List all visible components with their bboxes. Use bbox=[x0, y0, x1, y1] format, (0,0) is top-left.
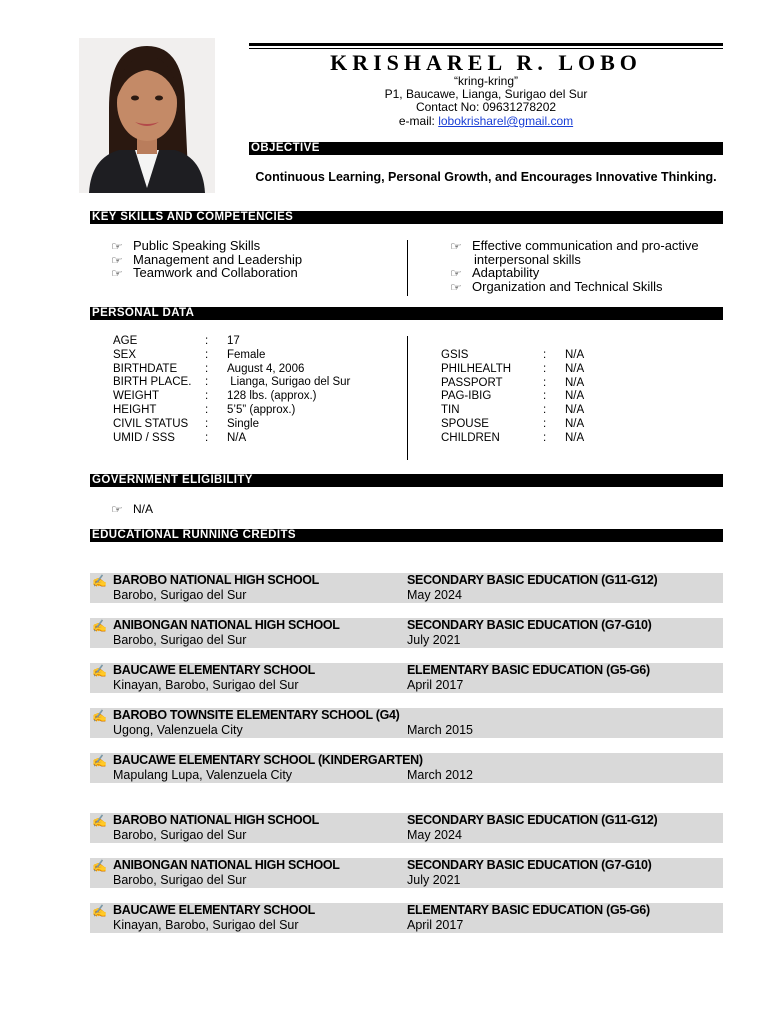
field-label: SPOUSE bbox=[441, 417, 489, 430]
eligibility-item bbox=[113, 502, 153, 517]
nickname: “kring-kring” bbox=[453, 74, 518, 88]
portrait-image bbox=[79, 38, 215, 193]
address: P1, Baucawe, Lianga, Surigao del Sur bbox=[384, 87, 588, 101]
header-rule-thin bbox=[249, 48, 723, 49]
school-location: Barobo, Surigao del Sur bbox=[113, 633, 247, 647]
school-name: BAROBO TOWNSITE ELEMENTARY SCHOOL (G4) bbox=[113, 708, 400, 722]
skills-heading: KEY SKILLS AND COMPETENCIES bbox=[90, 211, 723, 224]
education-level: SECONDARY BASIC EDUCATION (G11-G12) bbox=[407, 573, 658, 587]
graduation-date: March 2012 bbox=[407, 768, 474, 782]
field-value: August 4, 2006 bbox=[227, 362, 305, 375]
graduation-date: July 2021 bbox=[407, 873, 461, 887]
school-name: BAUCAWE ELEMENTARY SCHOOL (KINDERGARTEN) bbox=[113, 753, 423, 767]
school-location: Ugong, Valenzuela City bbox=[113, 723, 243, 737]
field-value: N/A bbox=[565, 404, 585, 417]
colon: : bbox=[543, 376, 547, 389]
education-row bbox=[90, 663, 723, 693]
education-level: ELEMENTARY BASIC EDUCATION (G5-G6) bbox=[407, 663, 650, 677]
skill-item bbox=[113, 266, 298, 281]
field-value: N/A bbox=[565, 417, 585, 430]
writing-hand-icon: ✍ bbox=[92, 859, 107, 873]
field-label: HEIGHT bbox=[113, 403, 157, 416]
colon: : bbox=[543, 362, 547, 375]
colon: : bbox=[205, 417, 209, 430]
field-label: AGE bbox=[113, 335, 138, 347]
education-level: SECONDARY BASIC EDUCATION (G7-G10) bbox=[407, 618, 652, 632]
colon: : bbox=[543, 417, 547, 430]
full-name: KRISHAREL R. LOBO bbox=[330, 50, 642, 75]
field-label: BIRTH PLACE. bbox=[113, 376, 192, 389]
school-location: Barobo, Surigao del Sur bbox=[113, 828, 247, 842]
personal-row bbox=[441, 404, 584, 418]
field-label: PAG-IBIG bbox=[441, 390, 492, 403]
graduation-date: April 2017 bbox=[407, 918, 464, 932]
colon: : bbox=[205, 390, 209, 403]
writing-hand-icon: ✍ bbox=[92, 664, 107, 678]
school-name: ANIBONGAN NATIONAL HIGH SCHOOL bbox=[113, 618, 340, 632]
profile-photo bbox=[79, 38, 215, 193]
colon: : bbox=[543, 390, 547, 403]
education-row bbox=[90, 813, 723, 843]
writing-hand-icon: ✍ bbox=[92, 904, 107, 918]
field-label: WEIGHT bbox=[113, 390, 159, 403]
field-label: SEX bbox=[113, 348, 137, 361]
personal-row bbox=[441, 418, 584, 432]
objective-heading: OBJECTIVE bbox=[249, 142, 723, 155]
field-label: UMID / SSS bbox=[113, 431, 175, 444]
pointing-hand-icon: ☞ bbox=[450, 268, 462, 280]
field-value: 128 lbs. (approx.) bbox=[227, 390, 317, 403]
skill-label: Management and Leadership bbox=[133, 252, 303, 267]
graduation-date: April 2017 bbox=[407, 678, 464, 692]
field-value: Female bbox=[227, 348, 266, 361]
personal-row bbox=[113, 390, 350, 404]
personal-row bbox=[441, 363, 584, 377]
pointing-hand-icon: ☞ bbox=[111, 268, 123, 280]
school-name: ANIBONGAN NATIONAL HIGH SCHOOL bbox=[113, 858, 340, 872]
skill-label: Teamwork and Collaboration bbox=[133, 265, 298, 280]
school-location: Kinayan, Barobo, Surigao del Sur bbox=[113, 678, 299, 692]
personal-row bbox=[113, 418, 350, 432]
colon: : bbox=[543, 404, 547, 417]
field-label: GSIS bbox=[441, 349, 469, 361]
colon: : bbox=[205, 403, 209, 416]
personal-row bbox=[441, 432, 584, 446]
education-heading: EDUCATIONAL RUNNING CREDITS bbox=[90, 529, 723, 542]
personal-row bbox=[113, 349, 350, 363]
education-level: SECONDARY BASIC EDUCATION (G7-G10) bbox=[407, 858, 652, 872]
writing-hand-icon: ✍ bbox=[92, 574, 107, 588]
pointing-hand-icon: ☞ bbox=[450, 241, 462, 253]
skill-label: Effective communication and pro-active bbox=[472, 238, 699, 253]
school-name: BAROBO NATIONAL HIGH SCHOOL bbox=[113, 813, 320, 827]
field-label: PASSPORT bbox=[441, 376, 503, 389]
colon: : bbox=[205, 431, 209, 444]
field-label: BIRTHDATE bbox=[113, 362, 178, 375]
personal-row bbox=[113, 432, 350, 446]
education-row bbox=[90, 858, 723, 888]
school-location: Barobo, Surigao del Sur bbox=[113, 588, 247, 602]
field-value: N/A bbox=[565, 431, 585, 444]
personal-row bbox=[441, 390, 584, 404]
personal-row bbox=[441, 377, 584, 391]
school-name: BAROBO NATIONAL HIGH SCHOOL bbox=[113, 573, 320, 587]
colon: : bbox=[205, 362, 209, 375]
eligibility-heading: GOVERNMENT ELIGIBILITY bbox=[90, 474, 723, 487]
graduation-date: March 2015 bbox=[407, 723, 474, 737]
field-value: N/A bbox=[565, 390, 585, 403]
objective-text: Continuous Learning, Personal Growth, and Encourages Innovative Thinking. bbox=[255, 170, 717, 184]
personal-data-right bbox=[441, 349, 584, 446]
personal-divider bbox=[407, 336, 408, 460]
field-value: N/A bbox=[565, 376, 585, 389]
email-line bbox=[249, 115, 723, 128]
field-value: N/A bbox=[565, 362, 585, 375]
skill-item bbox=[452, 280, 663, 295]
colon: : bbox=[205, 376, 209, 389]
skill-label: Public Speaking Skills bbox=[133, 238, 261, 253]
personal-row bbox=[113, 363, 350, 377]
field-value: N/A bbox=[565, 349, 585, 361]
skills-divider bbox=[407, 240, 408, 296]
pointing-hand-icon: ☞ bbox=[111, 255, 123, 267]
email-link[interactable]: lobokrisharel@gmail.com bbox=[438, 114, 574, 128]
field-value: Lianga, Surigao del Sur bbox=[227, 376, 351, 389]
education-level: SECONDARY BASIC EDUCATION (G11-G12) bbox=[407, 813, 658, 827]
personal-data-heading: PERSONAL DATA bbox=[90, 307, 723, 320]
school-name: BAUCAWE ELEMENTARY SCHOOL bbox=[113, 663, 315, 677]
field-value: N/A bbox=[227, 431, 247, 444]
education-level: ELEMENTARY BASIC EDUCATION (G5-G6) bbox=[407, 903, 650, 917]
field-value: Single bbox=[227, 417, 259, 430]
education-row bbox=[90, 618, 723, 648]
personal-row bbox=[113, 335, 350, 349]
email-label: e-mail: bbox=[398, 114, 439, 128]
graduation-date: May 2024 bbox=[407, 828, 462, 842]
header-rule-thick bbox=[249, 43, 723, 46]
personal-row bbox=[441, 349, 584, 363]
colon: : bbox=[543, 349, 547, 361]
colon: : bbox=[205, 348, 209, 361]
field-label: CIVIL STATUS bbox=[113, 417, 189, 430]
personal-row bbox=[113, 404, 350, 418]
education-row bbox=[90, 903, 723, 933]
writing-hand-icon: ✍ bbox=[92, 754, 107, 768]
pointing-hand-icon: ☞ bbox=[111, 504, 123, 516]
skill-label-continued: interpersonal skills bbox=[474, 252, 581, 267]
education-row bbox=[90, 708, 723, 738]
school-location: Barobo, Surigao del Sur bbox=[113, 873, 247, 887]
school-location: Mapulang Lupa, Valenzuela City bbox=[113, 768, 293, 782]
field-label: PHILHEALTH bbox=[441, 362, 512, 375]
field-label: CHILDREN bbox=[441, 431, 500, 444]
graduation-date: July 2021 bbox=[407, 633, 461, 647]
school-name: BAUCAWE ELEMENTARY SCHOOL bbox=[113, 903, 315, 917]
colon: : bbox=[543, 431, 547, 444]
eligibility-value: N/A bbox=[133, 502, 154, 516]
contact-number: Contact No: 09631278202 bbox=[415, 100, 557, 114]
pointing-hand-icon: ☞ bbox=[111, 241, 123, 253]
field-value: 5’5” (approx.) bbox=[227, 403, 296, 416]
graduation-date: May 2024 bbox=[407, 588, 462, 602]
school-location: Kinayan, Barobo, Surigao del Sur bbox=[113, 918, 299, 932]
field-value: 17 bbox=[227, 335, 240, 347]
personal-data-left bbox=[113, 335, 350, 445]
writing-hand-icon: ✍ bbox=[92, 709, 107, 723]
writing-hand-icon: ✍ bbox=[92, 619, 107, 633]
skill-label: Organization and Technical Skills bbox=[472, 279, 663, 294]
field-label: TIN bbox=[441, 404, 460, 417]
education-row bbox=[90, 573, 723, 603]
writing-hand-icon: ✍ bbox=[92, 814, 107, 828]
skill-label: Adaptability bbox=[472, 265, 540, 280]
pointing-hand-icon: ☞ bbox=[450, 282, 462, 294]
colon: : bbox=[205, 335, 209, 347]
education-row bbox=[90, 753, 723, 783]
personal-row bbox=[113, 376, 350, 390]
